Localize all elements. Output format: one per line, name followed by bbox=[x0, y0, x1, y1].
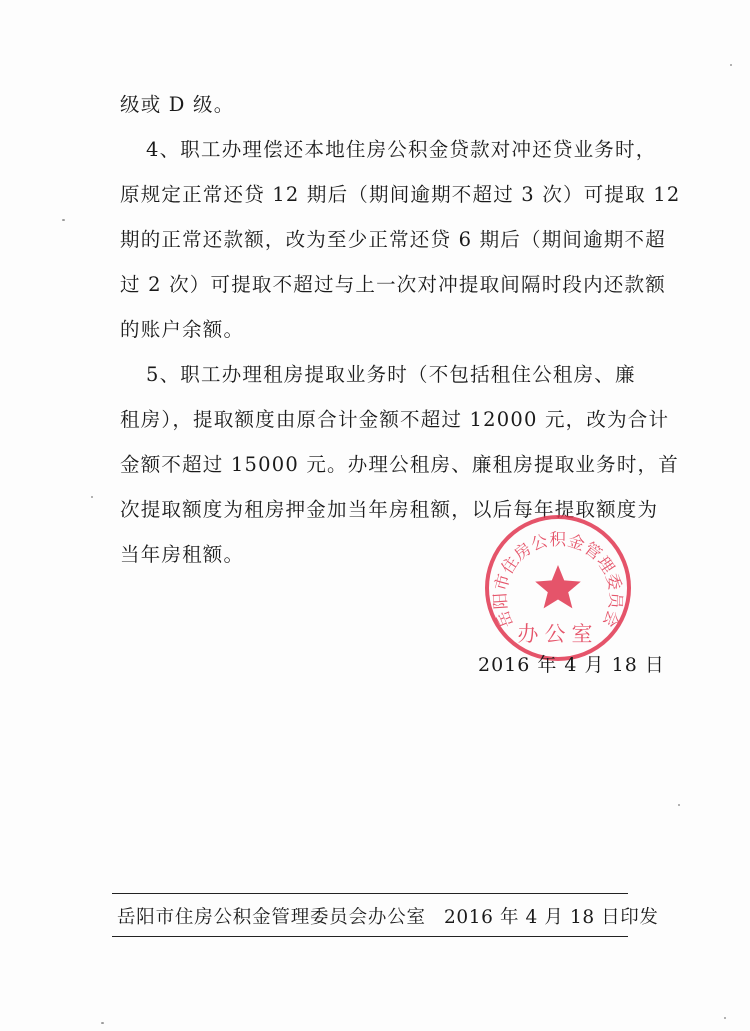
footer-bottom-rule bbox=[112, 936, 628, 937]
paragraph-4-line-5: 的账户余额。 bbox=[120, 318, 245, 341]
signature-date: 2016 年 4 月 18 日 bbox=[478, 654, 665, 676]
paragraph-4-line-1: 4、职工办理偿还本地住房公积金贷款对冲还贷业务时， bbox=[146, 138, 657, 161]
footer-issuer: 岳阳市住房公积金管理委员会办公室 bbox=[117, 907, 426, 928]
seal-star-icon bbox=[535, 565, 581, 608]
scan-speck bbox=[678, 804, 680, 806]
scan-speck bbox=[724, 1017, 726, 1019]
body-line-1: 级或 D 级。 bbox=[120, 93, 235, 116]
paragraph-5-line-2: 租房），提取额度由原合计金额不超过 12000 元，改为合计 bbox=[120, 408, 670, 431]
paragraph-5-line-5: 当年房租额。 bbox=[120, 543, 245, 566]
scan-speck bbox=[101, 1022, 104, 1024]
paragraph-4-line-2: 原规定正常还贷 12 期后（期间逾期不超过 3 次）可提取 12 bbox=[120, 183, 681, 206]
paragraph-5-line-4: 次提取额度为租房押金加当年房租额，以后每年提取额度为 bbox=[120, 498, 659, 521]
footer-issue-date: 2016 年 4 月 18 日印发 bbox=[444, 907, 659, 928]
footer-top-rule bbox=[112, 893, 628, 894]
scan-speck bbox=[730, 64, 732, 66]
paragraph-4-line-4: 过 2 次）可提取不超过与上一次对冲提取间隔时段内还款额 bbox=[120, 273, 666, 296]
paragraph-5-line-1: 5、职工办理租房提取业务时（不包括租住公租房、廉 bbox=[146, 363, 636, 386]
official-seal-icon bbox=[483, 513, 633, 663]
paragraph-5-line-3: 金额不超过 15000 元。办理公租房、廉租房提取业务时，首 bbox=[120, 453, 679, 476]
scan-speck bbox=[91, 496, 93, 498]
paragraph-4-line-3: 期的正常还款额，改为至少正常还贷 6 期后（期间逾期不超 bbox=[120, 228, 666, 251]
seal-outer-text: 岳阳市住房公积金管理委员会 bbox=[490, 529, 626, 631]
scan-speck bbox=[62, 219, 65, 221]
seal-inner-text: 办公室 bbox=[517, 622, 599, 646]
